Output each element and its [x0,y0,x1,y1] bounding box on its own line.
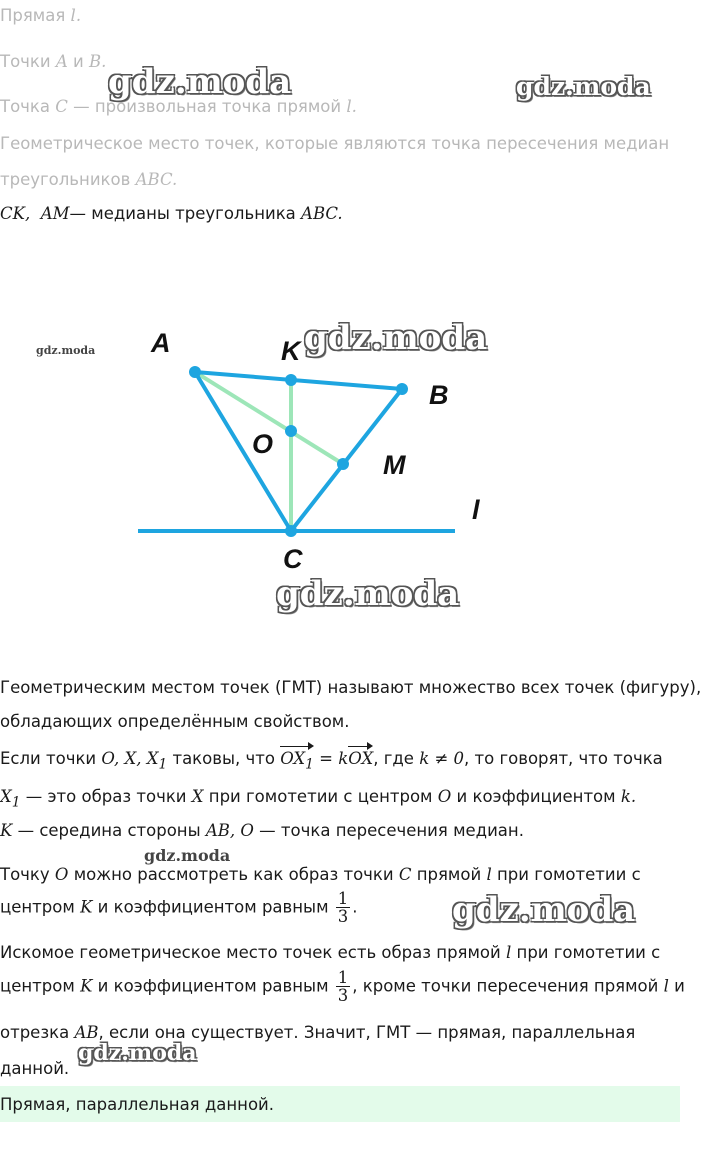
label-a: A [151,328,171,358]
answer-box [0,1086,680,1122]
given-line-3: Точка C — произвольная точка прямой l. [0,97,357,116]
solution-p5: Точку O можно рассмотреть как образ точки C прямой l при гомотетии с [0,865,641,884]
given-line-4: Геометрическое место точек, которые являются точка пересечения медиан [0,134,670,153]
solution-p8: центром K и коэффициентом равным $\frac{1}{3}$ , кроме точки пересечения прямой l и [0,968,685,1006]
given-line-1: Прямая l. [0,6,82,25]
watermark: gdz.moda [304,318,488,358]
watermark: gdz.moda [36,344,96,357]
solution-p9: отрезка AB, если она существует. Значит, ГМТ — прямая, параллельная [0,1023,636,1042]
solution-p3: $X_1$ — это образ точки X при гомотетии с центром O и коэффициентом k. [0,787,637,811]
watermark: gdz.moda [108,62,292,102]
solution-p2: Если точки O, X, $X_1$ таковы, что $OX_1$ = kOX, где k ≠ 0, то говорят, что точка [0,749,663,773]
watermark: gdz.moda [516,72,651,101]
answer-text: Прямая, параллельная данной. [0,1095,275,1114]
given-line-5: треугольников ABC. [0,170,178,189]
solution-p1a: Геометрическим местом точек (ГМТ) называют множество всех точек (фигуру), [0,678,701,697]
label-o: O [252,429,274,459]
watermark: gdz.moda [452,890,636,930]
point-b [396,383,408,395]
watermark: gdz.moda [78,1040,197,1066]
solution-p4: K — середина стороны AB, O — точка пересечения медиан. [0,821,524,840]
solution-p1b: обладающих определённым свойством. [0,712,350,731]
solution-p7: Искомое геометрическое место точек есть образ прямой l при гомотетии с [0,943,661,962]
watermark: gdz.moda [276,574,460,614]
label-c: C [283,544,303,574]
given-line-2: Точки A и B. [0,52,107,71]
point-a [189,366,201,378]
label-m: M [383,450,406,480]
fraction-one-third: $\frac{1}{3}$ [337,889,349,927]
point-k [285,374,297,386]
point-m [337,458,349,470]
medians-statement: CK, AM— медианы треугольника ABC. [0,204,343,223]
label-l: l [472,495,480,525]
label-b: B [429,380,449,410]
triangle-abc [195,372,402,531]
solution-p10: данной. [0,1059,70,1078]
label-k: K [281,336,301,366]
solution-p6: центром K и коэффициентом равным $\frac{1}{3}$ . [0,889,358,927]
watermark: gdz.moda [144,846,231,865]
fraction-one-third-2: $\frac{1}{3}$ [337,968,349,1006]
point-o [285,425,297,437]
point-c [285,525,297,537]
